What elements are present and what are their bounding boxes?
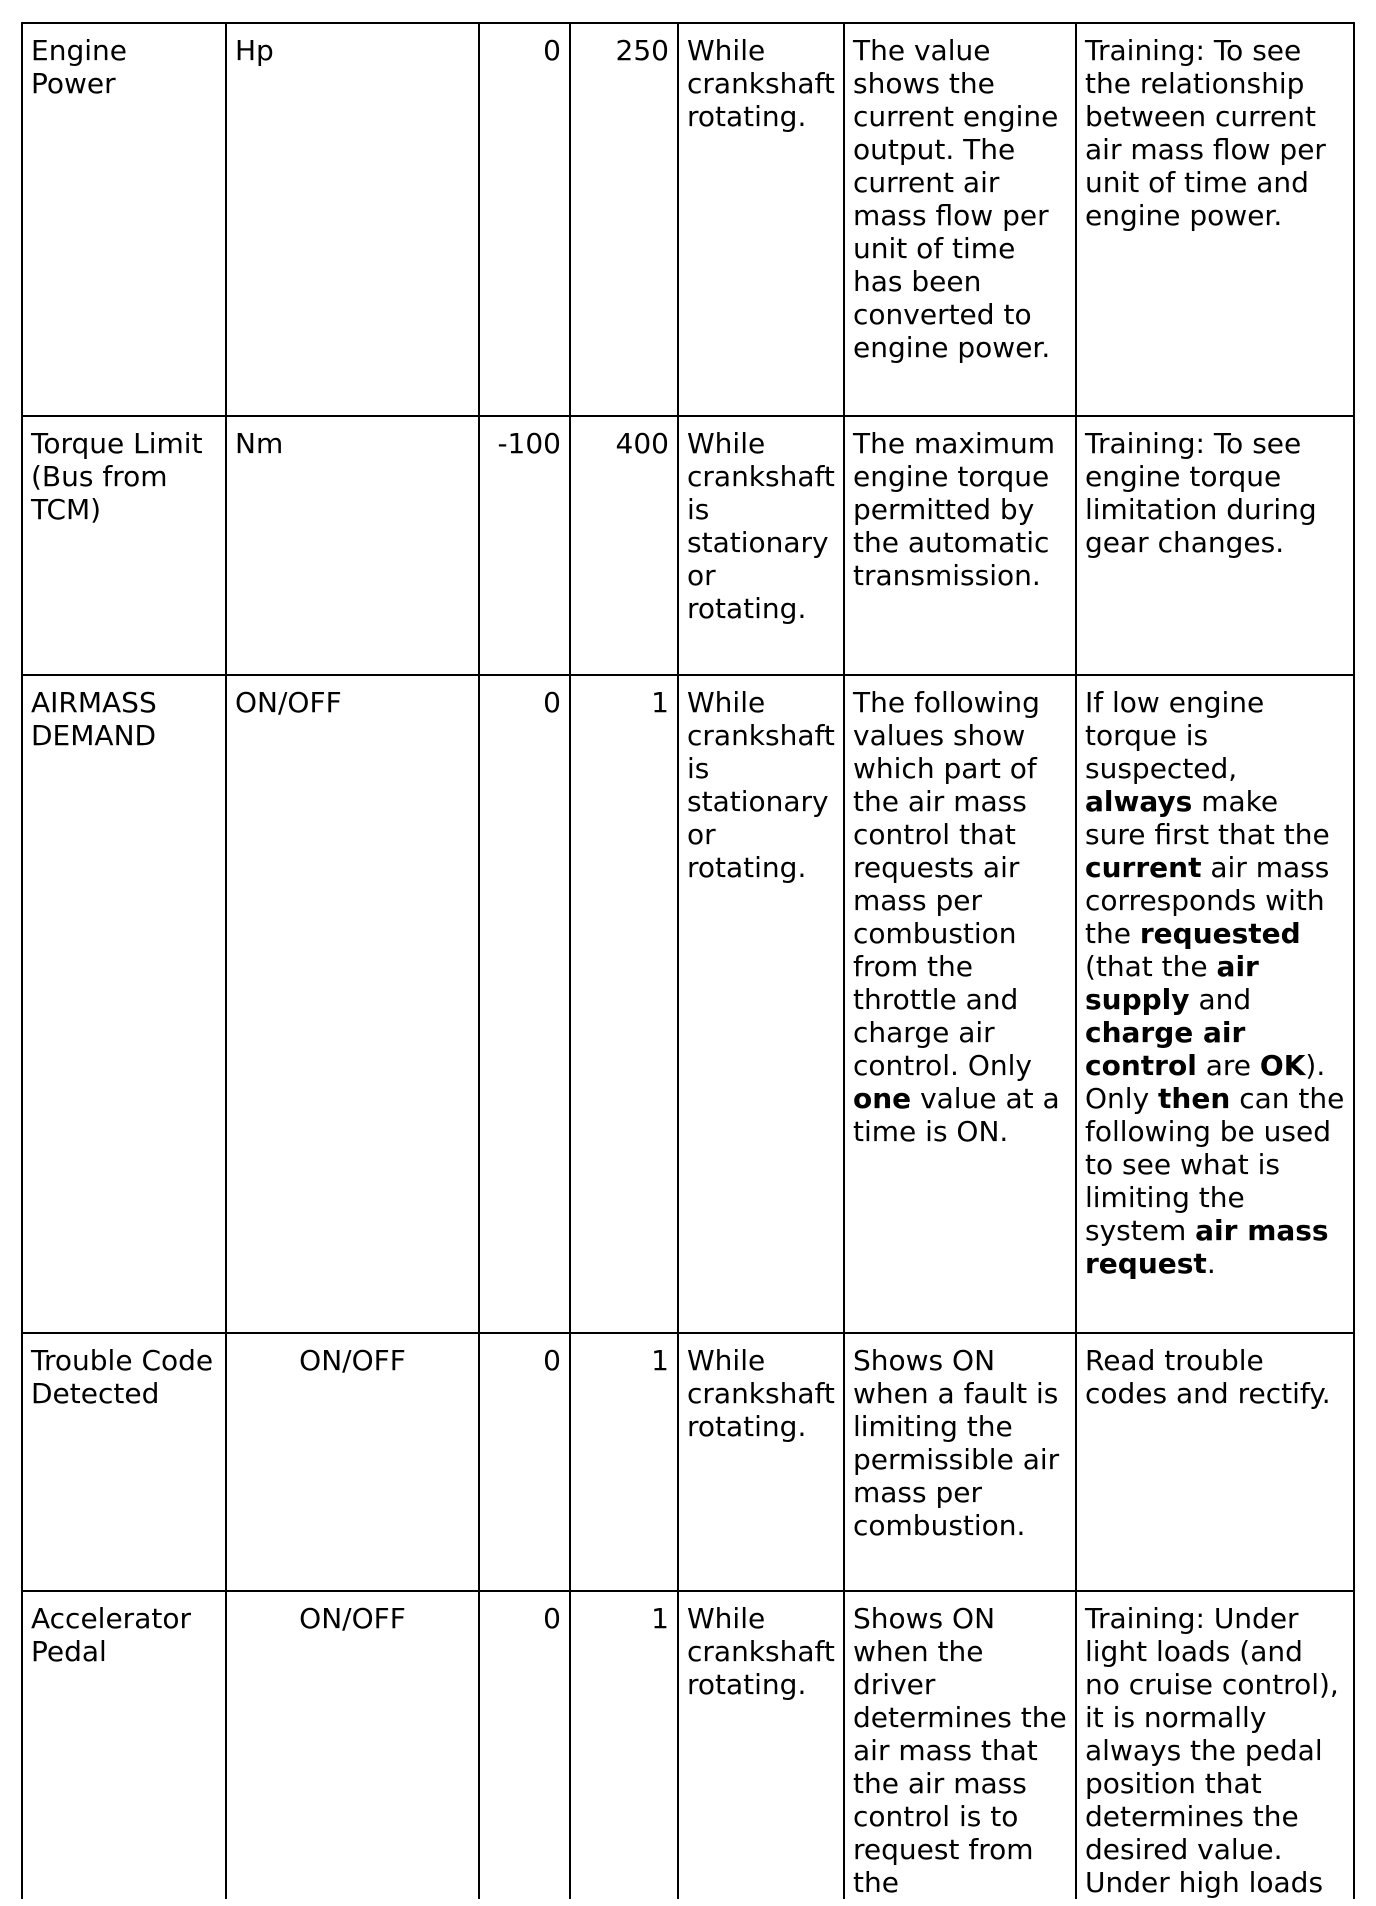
- param-min: 0: [479, 23, 570, 416]
- note-text: can the following be used to see what is limiting the system: [1085, 1082, 1345, 1247]
- param-unit: ON/OFF: [226, 675, 479, 1333]
- param-note: Training: To see engine torque limitation during gear changes.: [1076, 416, 1354, 675]
- note-text: are: [1205, 1049, 1251, 1082]
- param-description: Shows ON when a fault is limiting the permissible air mass per combustion.: [844, 1333, 1076, 1591]
- param-name: AIRMASS DEMAND: [22, 675, 226, 1333]
- param-min: 0: [479, 1591, 570, 1899]
- note-emphasis: always: [1085, 785, 1193, 818]
- param-max: 1: [570, 1591, 678, 1899]
- param-description: The maximum engine torque permitted by the automatic transmission.: [844, 416, 1076, 675]
- desc-text: value at a time is ON.: [853, 1082, 1060, 1148]
- param-condition: While crankshaft is stationary or rotating.: [678, 675, 844, 1333]
- param-min: -100: [479, 416, 570, 675]
- note-emphasis: then: [1158, 1082, 1231, 1115]
- note-emphasis: OK: [1259, 1049, 1306, 1082]
- note-text: .: [1206, 1247, 1216, 1280]
- param-unit: Nm: [226, 416, 479, 675]
- param-description: [844, 675, 1076, 1333]
- table-row: [22, 1333, 1354, 1591]
- param-condition: While crankshaft is stationary or rotating.: [678, 416, 844, 675]
- note-emphasis: air supply: [1085, 950, 1259, 1016]
- param-name: Torque Limit (Bus from TCM): [22, 416, 226, 675]
- param-description: The value shows the current engine output. The current air mass flow per unit of time has been converted to engine power.: [844, 23, 1076, 416]
- param-name: Trouble Code Detected: [22, 1333, 226, 1591]
- table-row: [22, 23, 1354, 416]
- param-unit: ON/OFF: [226, 1591, 479, 1899]
- param-max: 250: [570, 23, 678, 416]
- param-condition: While crankshaft rotating.: [678, 1591, 844, 1899]
- param-min: 0: [479, 675, 570, 1333]
- param-name: Engine Power: [22, 23, 226, 416]
- param-condition: While crankshaft rotating.: [678, 1333, 844, 1591]
- table-row: [22, 675, 1354, 1333]
- parameter-table: [21, 22, 1355, 1899]
- note-emphasis: charge air control: [1085, 1016, 1246, 1082]
- param-note: Read trouble codes and rectify.: [1076, 1333, 1354, 1591]
- param-max: 1: [570, 675, 678, 1333]
- param-min: 0: [479, 1333, 570, 1591]
- table-row: [22, 1591, 1354, 1899]
- param-unit: ON/OFF: [226, 1333, 479, 1591]
- param-note: Training: To see the relationship between current air mass flow per unit of time and engine power.: [1076, 23, 1354, 416]
- note-text: If low engine torque is suspected,: [1085, 686, 1265, 785]
- desc-emphasis: one: [853, 1082, 912, 1115]
- param-unit: Hp: [226, 23, 479, 416]
- note-text: and: [1198, 983, 1252, 1016]
- note-emphasis: current: [1085, 851, 1202, 884]
- note-text: air mass corresponds with the: [1085, 851, 1330, 950]
- note-emphasis: air mass request: [1085, 1214, 1329, 1280]
- param-note: Training: Under light loads (and no cruise control), it is normally always the pedal position that determines the desired value. Under high loads: [1076, 1591, 1354, 1899]
- param-description: Shows ON when the driver determines the air mass that the air mass control is to request from the: [844, 1591, 1076, 1899]
- param-condition: While crankshaft rotating.: [678, 23, 844, 416]
- note-text: make sure first that the: [1085, 785, 1330, 851]
- param-max: 400: [570, 416, 678, 675]
- note-text: ). Only: [1085, 1049, 1326, 1115]
- param-max: 1: [570, 1333, 678, 1591]
- note-emphasis: requested: [1139, 917, 1301, 950]
- table-row: [22, 416, 1354, 675]
- note-text: (that the: [1085, 950, 1208, 983]
- param-name: Accelerator Pedal: [22, 1591, 226, 1899]
- param-note: [1076, 675, 1354, 1333]
- desc-text: The following values show which part of the air mass control that requests air mass per combustion from the throttle and charge air control. Only: [853, 686, 1040, 1082]
